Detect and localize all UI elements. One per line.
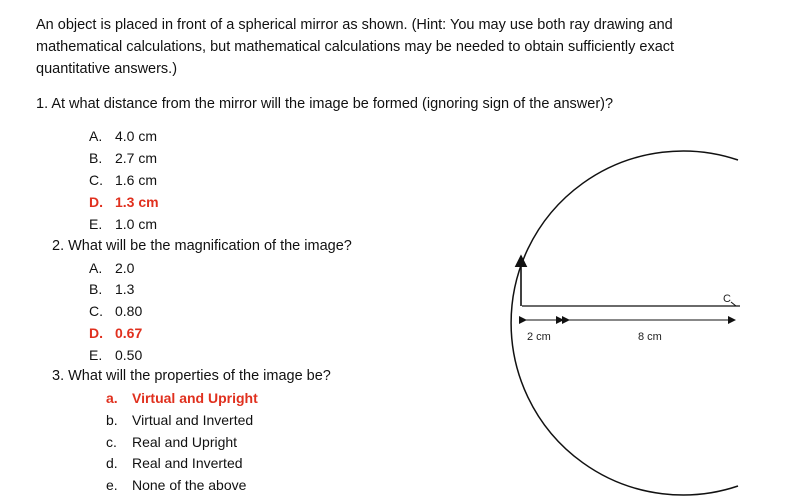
q3-option-d[interactable]: d. Real and Inverted (106, 455, 243, 471)
q1-option-b[interactable]: B. 2.7 cm (89, 150, 158, 166)
q3-option-a[interactable]: a. Virtual and Upright (106, 390, 258, 406)
q1-option-d[interactable]: D. 1.3 cm (89, 194, 159, 210)
q2-option-c[interactable]: C. 0.80 (89, 303, 143, 319)
question-1-text: At what distance from the mirror will the image be formed (ignoring sign of the answer)? (51, 96, 614, 112)
q3-option-e[interactable]: e. None of the above (106, 477, 247, 493)
q2-option-a[interactable]: A. 2.0 (89, 260, 135, 276)
q2-option-e[interactable]: E. 0.50 (89, 347, 143, 363)
question-3-text: What will the properties of the image be? (68, 368, 331, 384)
q1-option-a[interactable]: A. 4.0 cm (89, 128, 158, 144)
question-2-text: What will be the magnification of the image? (68, 238, 352, 254)
center-label: C (723, 293, 731, 305)
q1-option-c[interactable]: C. 1.6 cm (89, 172, 158, 188)
q2-option-d[interactable]: D. 0.67 (89, 325, 143, 341)
q1-option-e[interactable]: E. 1.0 cm (89, 216, 158, 232)
intro-line-1: An object is placed in front of a spherical mirror as shown. (Hint: You may use both ray drawing and (36, 17, 673, 33)
q3-option-c[interactable]: c. Real and Upright (106, 434, 238, 450)
question-3-number: 3. (52, 368, 65, 384)
q2-option-b[interactable]: B. 1.3 (89, 281, 135, 297)
intro-line-2: mathematical calculations, but mathematical calculations may be needed to obtain sufficiently exact (36, 39, 675, 55)
q3-option-b[interactable]: b. Virtual and Inverted (106, 412, 254, 428)
question-2-number: 2. (52, 238, 65, 254)
mirror-arc (511, 151, 738, 495)
intro-line-3: quantitative answers.) (36, 61, 178, 77)
radius-label: 8 cm (638, 331, 662, 343)
object-distance-label: 2 cm (527, 331, 551, 343)
question-1-number: 1. (36, 96, 49, 112)
